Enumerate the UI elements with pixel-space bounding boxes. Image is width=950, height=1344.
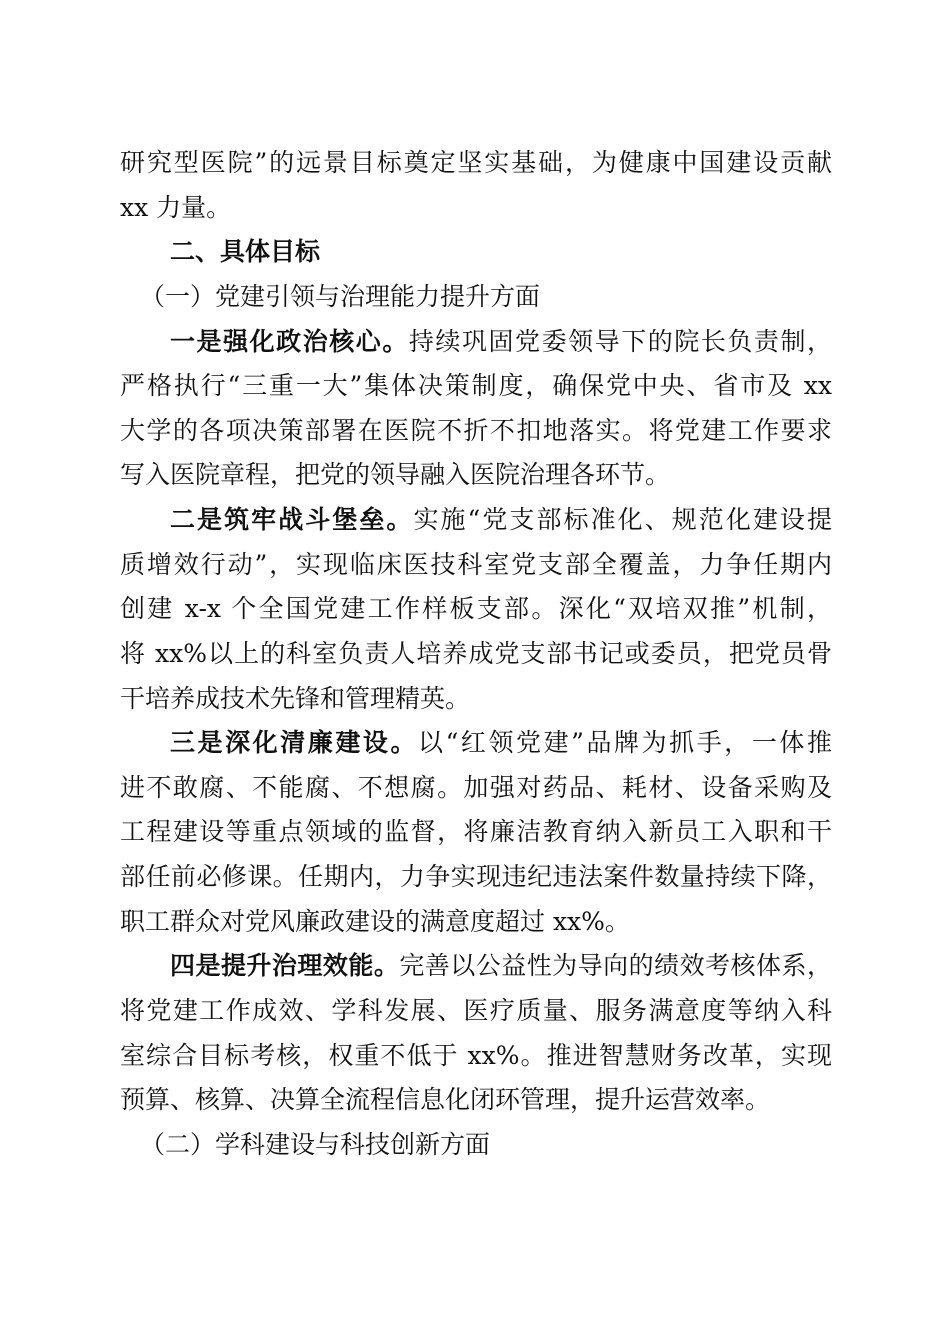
paragraph-text: 持续巩固党委领导下的院长负责制， xyxy=(408,326,832,356)
section-heading: 二、具体目标 xyxy=(170,237,321,267)
paragraph-text: 实施“党支部标准化、规范化建设提 xyxy=(413,505,832,534)
paragraph-lead: 二是筑牢战斗堡垒。 xyxy=(170,505,414,534)
paragraph-line: 严格执行“三重一大”集体决策制度，确保党中央、省市及 xx xyxy=(120,371,832,401)
paragraph-first-line xyxy=(120,721,832,766)
paragraph-lead: 一是强化政治核心。 xyxy=(170,326,409,356)
paragraph-first-line xyxy=(120,320,832,365)
paragraph-first-line xyxy=(120,944,832,989)
paragraph-line: 将 xx%以上的科室负责人培养成党支部书记或委员，把党员骨 xyxy=(120,638,832,668)
paragraph-line: 将党建工作成效、学科发展、医疗质量、服务满意度等纳入科 xyxy=(120,995,832,1025)
paragraph-line: 创建 x-x 个全国党建工作样板支部。深化“双培双推”机制， xyxy=(120,594,832,624)
paragraph-line: 预算、核算、决算全流程信息化闭环管理，提升运营效率。 xyxy=(120,1085,771,1115)
paragraph-line: 部任前必修课。任期内，力争实现违纪违法案件数量持续下降， xyxy=(120,862,832,891)
continuation-line: xx 力量。 xyxy=(120,192,232,222)
paragraph-line: 工程建设等重点领域的监督，将廉洁教育纳入新员工入职和干 xyxy=(120,817,832,847)
paragraph-text: 以“红领党建”品牌为抓手，一体推 xyxy=(418,728,832,758)
paragraph-line: 大学的各项决策部署在医院不折不扣地落实。将党建工作要求 xyxy=(120,415,832,445)
continuation-line: 研究型医院”的远景目标奠定坚实基础，为健康中国建设贡献 xyxy=(120,148,832,177)
paragraph-lead: 四是提升治理效能。 xyxy=(170,951,400,981)
paragraph-first-line xyxy=(120,498,832,543)
paragraph-line: 职工群众对党风廉政建设的满意度超过 xx%。 xyxy=(120,906,630,936)
paragraph-text: 完善以公益性为导向的绩效考核体系， xyxy=(399,951,832,981)
paragraph-lead: 三是深化清廉建设。 xyxy=(170,728,419,758)
paragraph-line: 进不敢腐、不能腐、不想腐。加强对药品、耗材、设备采购及 xyxy=(120,772,832,802)
paragraph-line: 干培养成技术先锋和管理精英。 xyxy=(120,683,471,713)
paragraph-line: 质增效行动”，实现临床医技科室党支部全覆盖，力争任期内 xyxy=(120,549,832,579)
subsection-heading: （一）党建引领与治理能力提升方面 xyxy=(140,281,541,311)
document-body xyxy=(120,141,832,1167)
subsection-heading: （二）学科建设与科技创新方面 xyxy=(140,1129,491,1159)
paragraph-line: 室综合目标考核，权重不低于 xx%。推进智慧财务改革，实现 xyxy=(120,1040,832,1070)
paragraph-line: 写入医院章程，把党的领导融入医院治理各环节。 xyxy=(120,460,671,490)
